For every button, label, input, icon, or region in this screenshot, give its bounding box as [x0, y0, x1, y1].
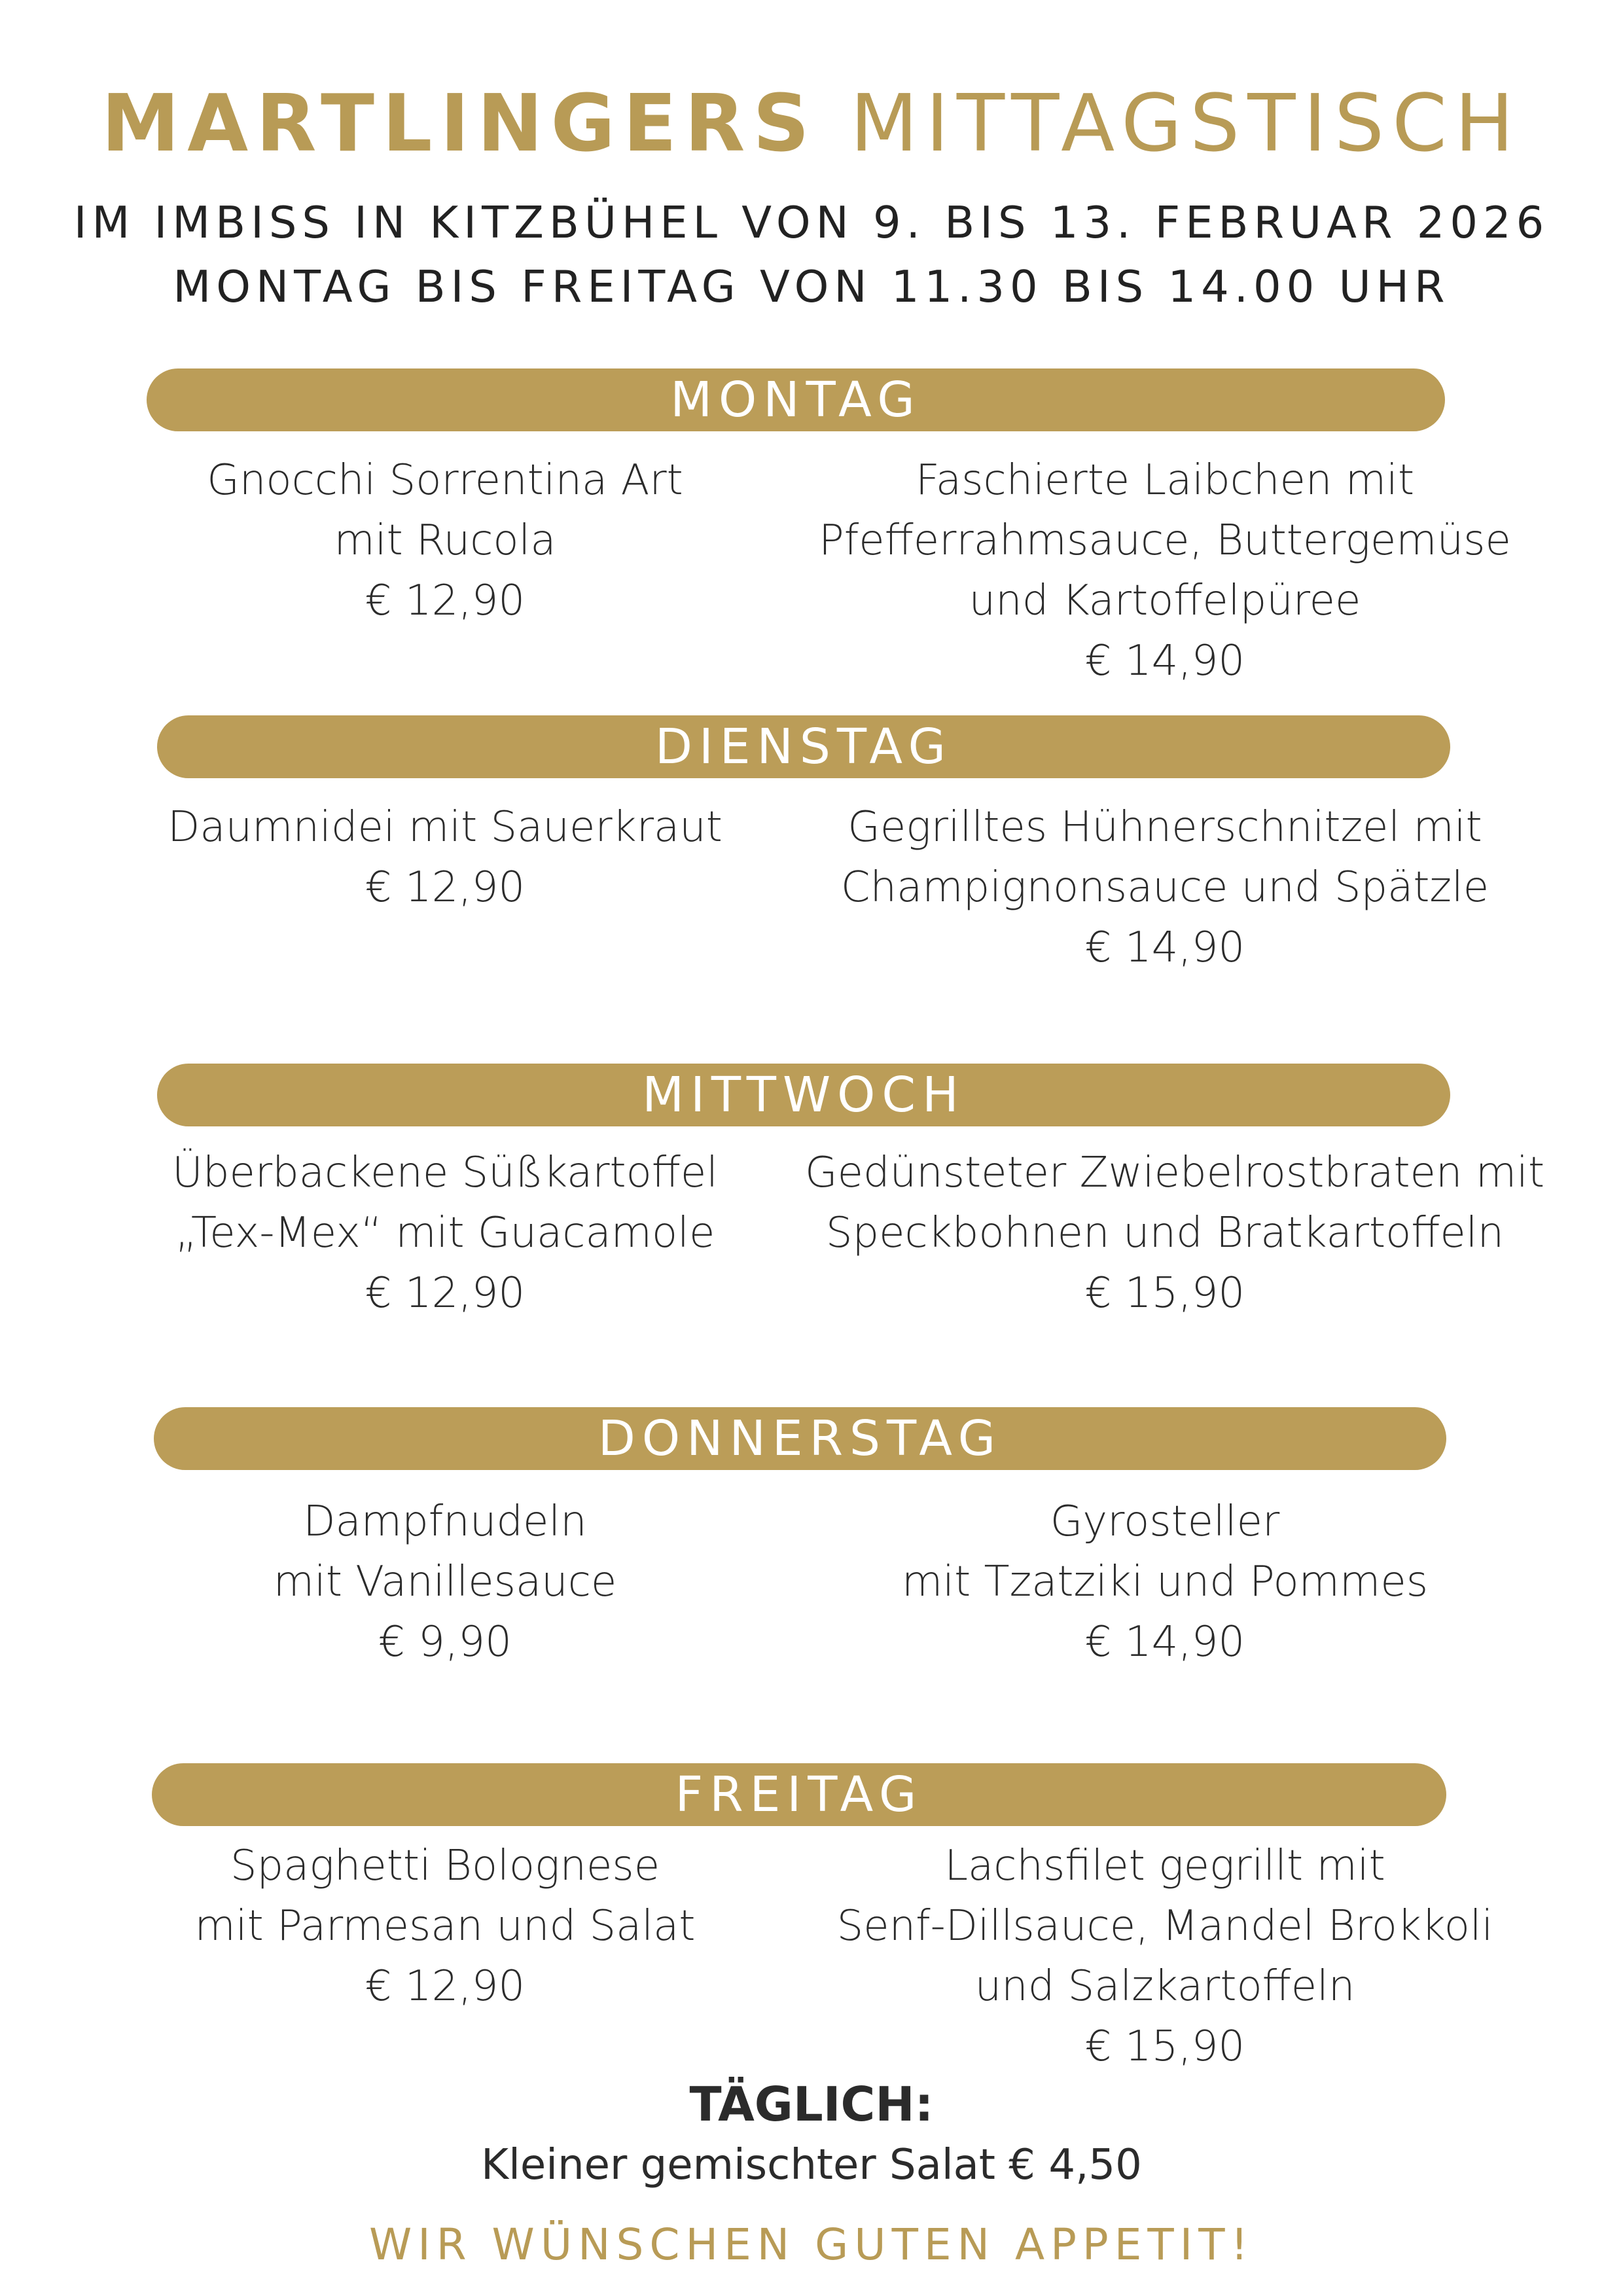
title-brand: MARTLINGERS — [101, 79, 817, 170]
daily-heading: TÄGLICH: — [689, 2077, 934, 2132]
dish-line: mit Parmesan und Salat — [194, 1902, 696, 1950]
dish-price: € 14,90 — [1084, 637, 1245, 685]
dish-line: Daumnidei mit Sauerkraut — [168, 803, 722, 852]
dish-line: Spaghetti Bolognese — [230, 1842, 660, 1890]
dish-line: Gegrilltes Hühnerschnitzel mit — [847, 803, 1482, 852]
closing-greeting: WIR WÜNSCHEN GUTEN APPETIT! — [369, 2219, 1254, 2270]
dish-price: € 14,90 — [1084, 924, 1245, 972]
dish-montag-right — [805, 450, 1525, 691]
dish-price: € 9,90 — [378, 1618, 512, 1666]
dish-line: Faschierte Laibchen mit — [915, 456, 1415, 505]
dish-montag-left — [151, 450, 740, 631]
dish-donnerstag-right — [805, 1492, 1525, 1672]
dish-price: € 12,90 — [365, 1962, 526, 2011]
dish-line: Lachsfilet gegrillt mit — [944, 1842, 1385, 1890]
menu-title — [0, 77, 1623, 171]
dish-price: € 15,90 — [1084, 1269, 1245, 1318]
dish-freitag-left — [151, 1836, 740, 2017]
dish-line: und Salzkartoffeln — [974, 1962, 1355, 2011]
day-bar-dienstag: DIENSTAG — [157, 715, 1450, 778]
dish-line: Pfefferrahmsauce, Buttergemüse — [819, 516, 1511, 565]
dish-price: € 12,90 — [365, 863, 526, 912]
dish-line: Speckbohnen und Bratkartoffeln — [825, 1209, 1505, 1257]
dish-dienstag-left — [151, 797, 740, 918]
day-bar-montag: MONTAG — [147, 368, 1445, 431]
daily-salad: Kleiner gemischter Salat € 4,50 — [481, 2141, 1142, 2189]
dish-price: € 12,90 — [365, 577, 526, 625]
dish-line: Gedünsteter Zwiebelrostbraten mit — [805, 1149, 1545, 1197]
dish-line: Gyrosteller — [1050, 1498, 1280, 1546]
day-bar-mittwoch: MITTWOCH — [157, 1064, 1450, 1126]
dish-line: und Kartoffelpüree — [969, 577, 1361, 625]
dish-freitag-right — [805, 1836, 1525, 2077]
dish-line: Gnocchi Sorrentina Art — [207, 456, 683, 505]
dish-line: mit Tzatziki und Pommes — [901, 1558, 1429, 1606]
dish-line: Dampfnudeln — [303, 1498, 587, 1546]
dish-line: mit Vanillesauce — [273, 1558, 617, 1606]
dish-dienstag-right — [805, 797, 1525, 978]
dish-mittwoch-left — [151, 1143, 740, 1323]
dish-price: € 15,90 — [1084, 2022, 1245, 2071]
day-bar-freitag: FREITAG — [152, 1763, 1446, 1826]
dish-line: Senf-Dillsauce, Mandel Brokkoli — [836, 1902, 1493, 1950]
subtitle-hours: MONTAG BIS FREITAG VON 11.30 BIS 14.00 UHR — [173, 261, 1450, 312]
day-bar-donnerstag: DONNERSTAG — [154, 1407, 1446, 1470]
dish-price: € 14,90 — [1084, 1618, 1245, 1666]
dish-line: „Tex-Mex“ mit Guacamole — [175, 1209, 715, 1257]
dish-price: € 12,90 — [365, 1269, 526, 1318]
dish-mittwoch-right — [805, 1143, 1545, 1323]
dish-line: Überbackene Süßkartoffel — [171, 1149, 719, 1197]
dish-line: mit Rucola — [334, 516, 556, 565]
dish-donnerstag-left — [151, 1492, 740, 1672]
subtitle-location-date: IM IMBISS IN KITZBÜHEL VON 9. BIS 13. FEBRUAR 2026 — [73, 197, 1550, 248]
dish-line: Champignonsauce und Spätzle — [840, 863, 1489, 912]
title-rest: MITTAGSTISCH — [850, 79, 1522, 170]
